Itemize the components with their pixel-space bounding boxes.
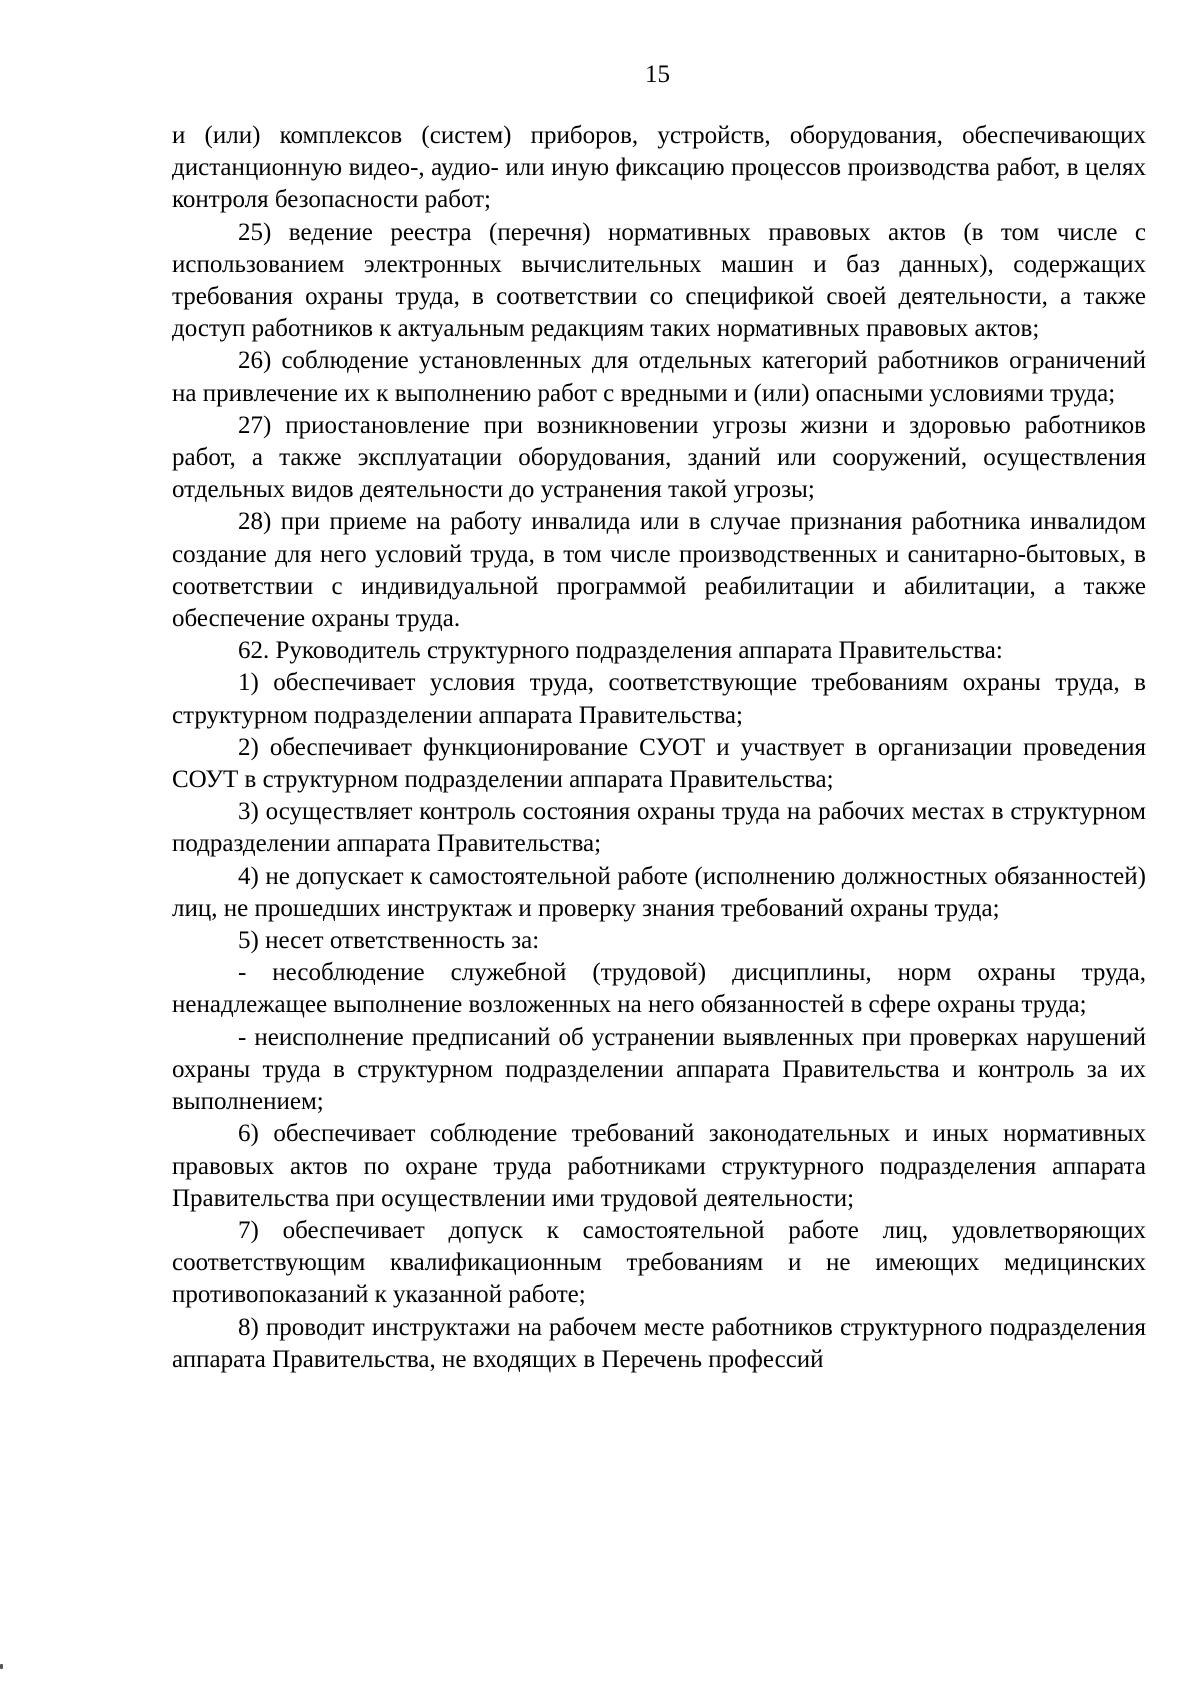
scan-artifact bbox=[0, 1664, 3, 1669]
paragraph: 25) ведение реестра (перечня) нормативных правовых актов (в том числе с использованием электронных вычислительных машин и баз данных), содержащих требования охраны труда, в соответствии со спецификой своей деятельности, а также доступ работников к актуальным редакциям таких нормативных правовых актов; bbox=[172, 218, 1146, 343]
paragraph: 2) обеспечивает функционирование СУОТ и участвует в организации проведения СОУТ в структурном подразделении аппарата Правительства; bbox=[172, 733, 1146, 794]
paragraph: 7) обеспечивает допуск к самостоятельной работе лиц, удовлетворяющих соответствующим квалификационным требованиям и не имеющих медицинских противопоказаний к указанной работе; bbox=[172, 1216, 1146, 1309]
section-heading-62: 62. Руководитель структурного подразделения аппарата Правительства: bbox=[238, 637, 1003, 665]
paragraph: 1) обеспечивает условия труда, соответствующие требованиям охраны труда, в структурном подразделении аппарата Правительства; bbox=[172, 669, 1146, 729]
paragraph: 5) несет ответственность за: bbox=[238, 927, 540, 955]
paragraph: 6) обеспечивает соблюдение требований законодательных и иных нормативных правовых актов по охране труда работниками структурного подразделения аппарата Правительства при осуществлении ими трудовой деятельности; bbox=[172, 1120, 1146, 1212]
paragraph: 28) при приеме на работу инвалида или в случае признания работника инвалидом создание для него условий труда, в том числе производственных и санитарно-бытовых, в соответствии с индивидуальной программой реабилитации и абилитации, а также обеспечение охраны труда. bbox=[172, 508, 1146, 633]
paragraph: 26) соблюдение установленных для отдельных категорий работников ограничений на привлечение их к выполнению работ с вредными и (или) опасными условиями труда; bbox=[172, 347, 1146, 407]
paragraph: 27) приостановление при возникновении угрозы жизни и здоровью работников работ, а также эксплуатации оборудования, зданий или сооружений, осуществления отдельных видов деятельности до устранения такой угрозы; bbox=[172, 411, 1146, 504]
page-number: 15 bbox=[645, 61, 670, 88]
document-body bbox=[172, 120, 1146, 1376]
paragraph: 8) проводит инструктажи на рабочем месте работников структурного подразделения аппарата Правительства, не входящих в Перечень профессий bbox=[172, 1313, 1146, 1373]
bullet-paragraph: - несоблюдение служебной (трудовой) дисциплины, норм охраны труда, ненадлежащее выполнение возложенных на него обязанностей в сфере охраны труда; bbox=[172, 959, 1146, 1019]
paragraph: 4) не допускает к самостоятельной работе (исполнению должностных обязанностей) лиц, не прошедших инструктаж и проверку знания требований охраны труда; bbox=[172, 862, 1146, 922]
paragraph: 3) осуществляет контроль состояния охраны труда на рабочих местах в структурном подразделении аппарата Правительства; bbox=[172, 798, 1146, 858]
bullet-paragraph: - неисполнение предписаний об устранении выявленных при проверках нарушений охраны труда в структурном подразделении аппарата Правительства и контроль за их выполнением; bbox=[172, 1023, 1146, 1116]
paragraph: и (или) комплексов (систем) приборов, устройств, оборудования, обеспечивающих дистанционную видео-, аудио- или иную фиксацию процессов производства работ, в целях контроля безопасности работ; bbox=[172, 122, 1146, 214]
